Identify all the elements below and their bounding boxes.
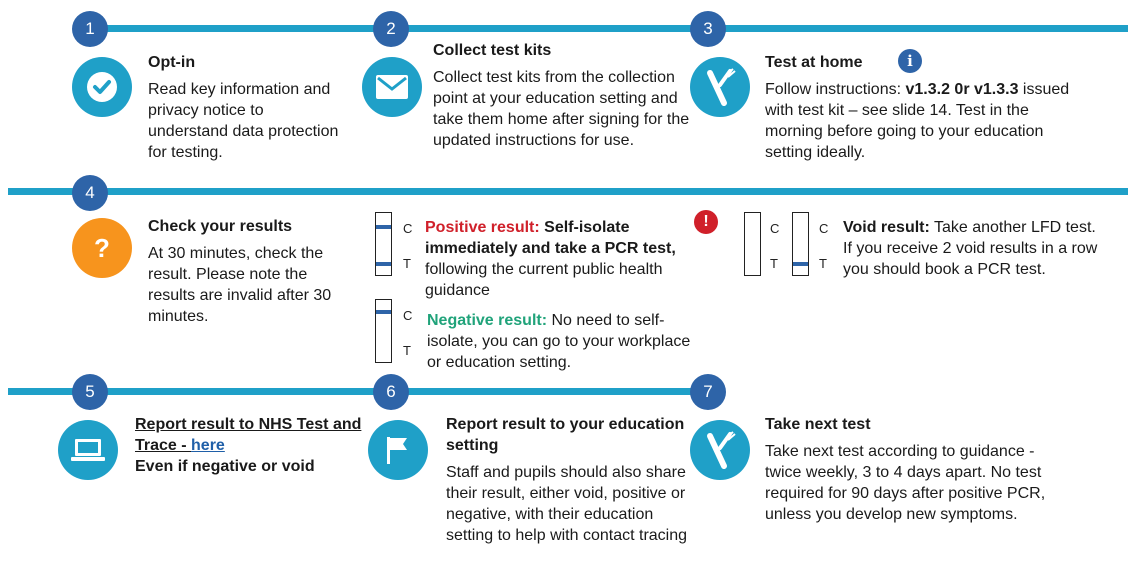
negative-result-rest: No need to self-isolate, you can go to your workplace or education setting. <box>427 312 691 371</box>
step-number-7: 7 <box>690 374 726 410</box>
strip-c-label: C <box>819 221 829 236</box>
step-5-text <box>135 414 365 477</box>
strip-c-label: C <box>403 221 413 236</box>
step-6-text <box>446 414 696 546</box>
info-icon[interactable]: i <box>898 49 922 73</box>
flag-icon <box>368 420 428 480</box>
step-3-body <box>765 79 1085 163</box>
step-4-title: Check your results <box>148 218 293 235</box>
strip-t-label: T <box>819 256 827 271</box>
step-7-text <box>765 414 1065 525</box>
void-result-text <box>843 217 1103 280</box>
checkmark-icon <box>72 57 132 117</box>
step-7-body: Take next test according to guidance - twice weekly, 3 to 4 days apart. No test required for 90 days after positive PCR, unless you develop new symptoms. <box>765 443 1046 523</box>
positive-test-strip <box>375 212 392 276</box>
negative-result-label: Negative result: <box>427 312 548 329</box>
step-number-1: 1 <box>72 11 108 47</box>
step-number-3: 3 <box>690 11 726 47</box>
nhs-report-link[interactable]: here <box>191 437 225 454</box>
test-swab-icon <box>690 420 750 480</box>
step-1-body: Read key information and privacy notice to understand data protection for testing. <box>148 81 339 161</box>
strip-c-label: C <box>403 308 413 323</box>
step-3-version: v1.3.2 0r v1.3.3 <box>905 81 1019 98</box>
envelope-icon <box>362 57 422 117</box>
positive-result-action: Self-isolate immediately and take a PCR test, <box>425 219 676 257</box>
strip-t-label: T <box>770 256 778 271</box>
void-test-strip-blank <box>744 212 761 276</box>
control-line <box>376 310 391 314</box>
control-line <box>376 225 391 229</box>
strip-c-label: C <box>770 221 780 236</box>
void-test-strip-t-only <box>792 212 809 276</box>
step-3-body-post: issued with test kit – see slide 14. Test in the morning before going to your education setting ideally. <box>765 81 1070 161</box>
negative-test-strip <box>375 299 392 363</box>
positive-result-label: Positive result: <box>425 219 540 236</box>
question-icon: ? <box>72 218 132 278</box>
step-number-6: 6 <box>373 374 409 410</box>
negative-result-text <box>427 310 697 373</box>
step-number-4: 4 <box>72 175 108 211</box>
step-3-body-pre: Follow instructions: <box>765 81 906 98</box>
step-4-text <box>148 216 338 327</box>
step-6-body: Staff and pupils should also share their result, either void, positive or negative, with their education setting to help with contact tracing <box>446 464 688 544</box>
step-number-5: 5 <box>72 374 108 410</box>
step-1-text <box>148 52 348 163</box>
void-result-rest: Take another LFD test. If you receive 2 void results in a row you should book a PCR test. <box>843 219 1098 278</box>
step-2-text <box>433 40 691 151</box>
step-3-text <box>765 52 1085 163</box>
strip-t-label: T <box>403 256 411 271</box>
step-5-subtitle: Even if negative or void <box>135 458 315 475</box>
timeline-bar-row3 <box>8 388 708 395</box>
positive-result-rest: following the current public health guidance <box>425 261 663 299</box>
test-swab-icon <box>690 57 750 117</box>
positive-result-text <box>425 217 695 301</box>
step-5-title: Report result to NHS Test and Trace - <box>135 416 362 454</box>
step-6-title: Report result to your education setting <box>446 416 685 454</box>
step-1-title: Opt-in <box>148 54 196 71</box>
timeline-bar-row2 <box>8 188 1128 195</box>
timeline-bar-row1 <box>90 25 1128 32</box>
step-4-body: At 30 minutes, check the result. Please note the results are invalid after 30 minutes. <box>148 245 332 325</box>
laptop-icon <box>58 420 118 480</box>
test-line <box>376 262 391 266</box>
step-2-title: Collect test kits <box>433 42 552 59</box>
test-line <box>793 262 808 266</box>
step-2-body: Collect test kits from the collection point at your education setting and take them home after signing for the updated instructions for use. <box>433 69 690 149</box>
step-3-title: Test at home <box>765 54 863 71</box>
void-result-label: Void result: <box>843 219 930 236</box>
alert-icon: ! <box>694 210 718 234</box>
strip-t-label: T <box>403 343 411 358</box>
step-7-title: Take next test <box>765 416 871 433</box>
step-number-2: 2 <box>373 11 409 47</box>
